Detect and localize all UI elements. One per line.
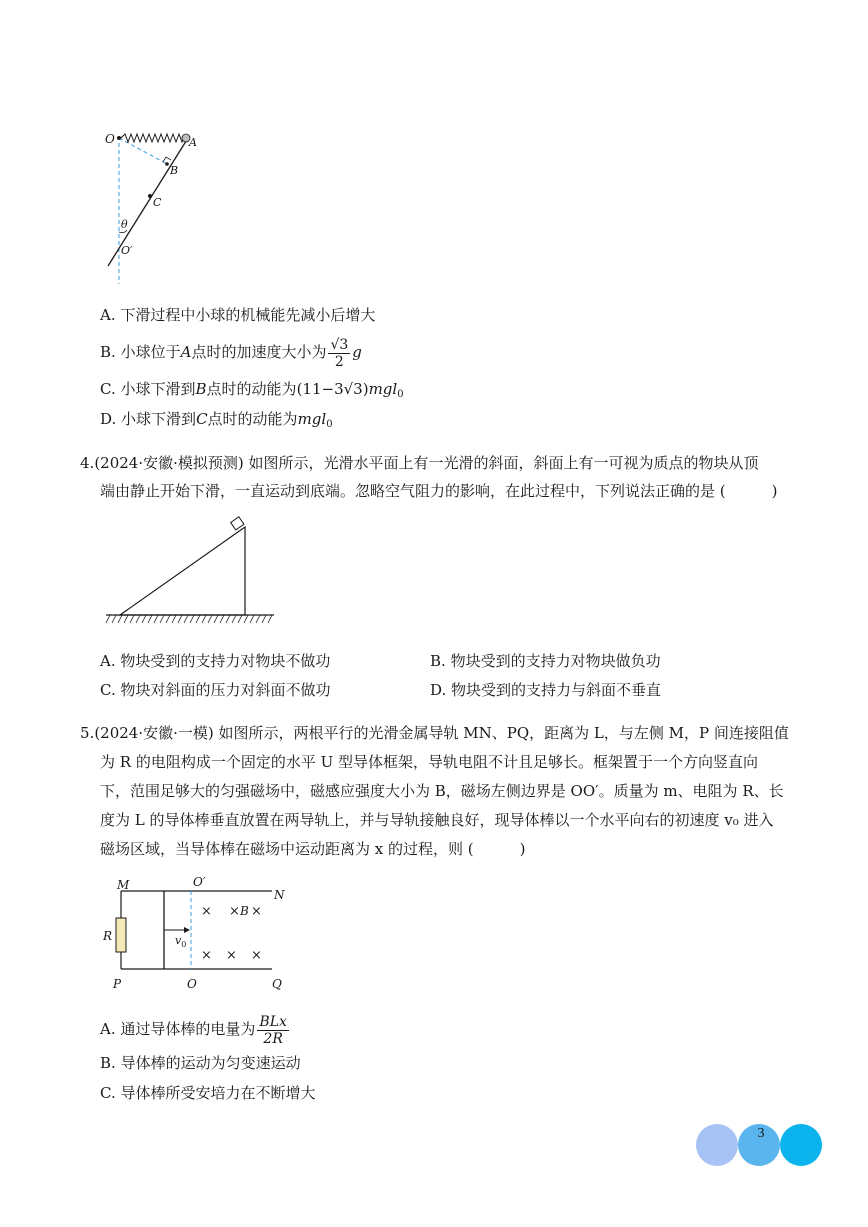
label-theta: θ [121, 218, 128, 231]
question-text: 端由静止开始下滑，一直运动到底端。忽略空气阻力的影响，在此过程中，下列说法正确的是 ( [100, 482, 726, 500]
cross-1: × [201, 904, 212, 919]
label-B: B [240, 904, 249, 918]
figure-rail-circuit [100, 872, 300, 994]
label-O-prime: O′ [121, 244, 133, 257]
label-Q: Q [272, 977, 282, 991]
question-source: (2024·安徽·模拟预测) [94, 454, 244, 472]
q5-option-a [100, 1010, 291, 1048]
option-letter: B. [100, 343, 116, 361]
question-text: 如图所示，两根平行的光滑金属导轨 MN、PQ，距离为 L，与左侧 M，P 间连接阻值 [218, 724, 789, 742]
label-O-prime: O′ [193, 875, 206, 889]
label-v0: $v_0$ [175, 934, 187, 949]
option-letter: B. [100, 1054, 116, 1072]
question-text: 如图所示，光滑水平面上有一光滑的斜面，斜面上有一可视为质点的物块从顶 [248, 454, 759, 472]
q5-stem-line-1 [80, 722, 789, 744]
option-text: 小球位于 [120, 343, 181, 361]
label-O: O [105, 132, 115, 146]
q3-option-a [100, 304, 375, 326]
option-text: 导体棒的运动为匀变速运动 [120, 1054, 301, 1072]
cross-4: × [201, 948, 212, 963]
var-a: A [180, 343, 192, 361]
option-text-mid: 点时的动能为 [206, 380, 297, 398]
label-R: R [103, 929, 113, 943]
option-letter: A. [100, 1020, 116, 1038]
question-number: 4. [80, 454, 95, 472]
q5-stem-line-3 [100, 780, 784, 802]
fraction [328, 337, 350, 370]
cross-2: × [229, 904, 240, 919]
option-text: 通过导体棒的电量为 [120, 1020, 256, 1038]
label-C: C [153, 196, 162, 209]
label-P: P [113, 977, 122, 991]
var-b: B [195, 380, 207, 398]
answer-paren-close: ) [519, 840, 526, 858]
option-letter: C. [100, 1084, 116, 1102]
question-number: 5. [80, 724, 95, 742]
option-text: 物块受到的支持力对物块不做功 [120, 652, 331, 670]
q5-option-b [100, 1052, 301, 1074]
var-mgl: mgl [368, 380, 398, 398]
cross-5: × [226, 948, 237, 963]
label-A: A [189, 136, 197, 149]
q4-option-c [100, 679, 331, 701]
question-text: 下，范围足够大的匀强磁场中，磁感应强度大小为 B，磁场左侧边界是 OO′。质量为 m、电阻为 R、长 [100, 782, 784, 800]
cross-6: × [251, 948, 262, 963]
question-text: 为 R 的电阻构成一个固定的水平 U 型导体框架，导轨电阻不计且足够长。框架置于一个方向竖直向 [100, 753, 759, 771]
fraction-numerator: √3 [330, 336, 349, 353]
fraction [257, 1014, 288, 1047]
expression: (11−3√3) [296, 380, 369, 398]
var-g: g [352, 343, 362, 361]
q3-option-c [100, 378, 404, 406]
footer-circle-1 [696, 1124, 738, 1166]
q4-stem-line-1 [80, 452, 759, 474]
option-letter: D. [430, 681, 447, 699]
option-text: 下滑过程中小球的机械能先减小后增大 [120, 306, 376, 324]
option-text-mid: 点时的动能为 [207, 410, 298, 428]
option-letter: A. [100, 306, 116, 324]
question-source: (2024·安徽·一模) [94, 724, 214, 742]
subscript: 0 [326, 419, 333, 430]
q5-stem-line-2 [100, 751, 758, 773]
var-mgl: mgl [297, 410, 327, 428]
fraction-numerator: BLx [259, 1013, 287, 1030]
footer-circle-3 [780, 1124, 822, 1166]
figure-incline [104, 515, 276, 630]
question-text: 度为 L 的导体棒垂直放置在两导轨上，并与导轨接触良好，现导体棒以一个水平向右的初速度 v₀ 进入 [100, 811, 774, 829]
option-letter: B. [430, 652, 446, 670]
option-letter: C. [100, 681, 116, 699]
label-B: B [170, 164, 179, 177]
label-M: M [117, 878, 130, 892]
label-O: O [187, 977, 197, 991]
q3-option-b [100, 334, 362, 370]
q4-option-d [430, 679, 661, 701]
q5-stem-line-5 [100, 838, 525, 860]
fraction-denominator: 2 [334, 353, 344, 370]
option-letter: D. [100, 410, 117, 428]
option-letter: C. [100, 380, 116, 398]
page-number: 3 [757, 1126, 765, 1141]
q5-stem-line-4 [100, 809, 774, 831]
option-text-mid: 点时的加速度大小为 [191, 343, 327, 361]
q5-option-c [100, 1082, 316, 1104]
answer-paren-close: ) [771, 482, 778, 500]
option-text: 小球下滑到 [121, 410, 197, 428]
question-text: 磁场区域，当导体棒在磁场中运动距离为 x 的过程，则 ( [100, 840, 474, 858]
figure-spring-rod [100, 126, 210, 288]
option-text: 物块受到的支持力与斜面不垂直 [451, 681, 662, 699]
q4-option-a [100, 650, 330, 672]
cross-3: × [251, 904, 262, 919]
option-text: 物块对斜面的压力对斜面不做功 [120, 681, 331, 699]
fraction-denominator: 2R [263, 1030, 283, 1047]
q4-option-b [430, 650, 661, 672]
option-text: 导体棒所受安培力在不断增大 [120, 1084, 316, 1102]
q3-option-d [100, 408, 333, 436]
option-text: 小球下滑到 [120, 380, 196, 398]
q4-stem-line-2 [100, 480, 777, 502]
var-c: C [196, 410, 208, 428]
label-N: N [274, 888, 285, 902]
option-letter: A. [100, 652, 116, 670]
option-text: 物块受到的支持力对物块做负功 [450, 652, 661, 670]
subscript: 0 [397, 389, 404, 400]
